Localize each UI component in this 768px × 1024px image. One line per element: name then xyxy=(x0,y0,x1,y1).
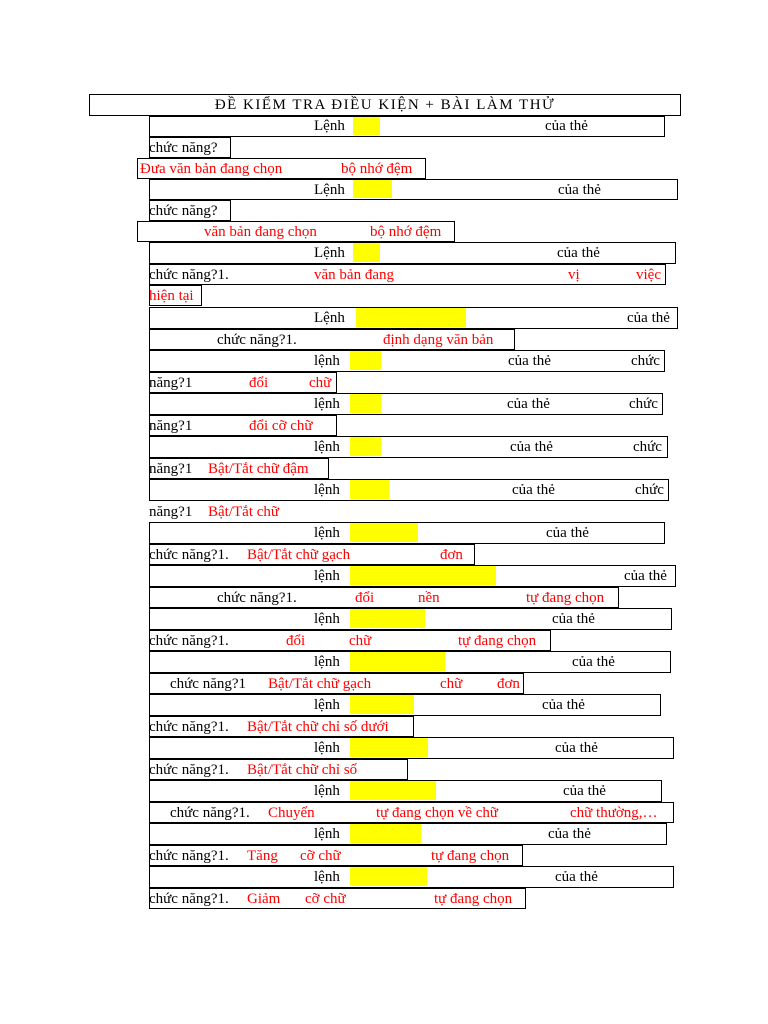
question-text: năng?1 xyxy=(149,418,193,434)
answer-text: Bật/Tắt chữ gạch xyxy=(247,547,351,563)
question-text: chức năng?1. xyxy=(149,762,229,778)
question-text: chức năng?1. xyxy=(217,590,297,606)
answer-text: bộ nhớ đệm xyxy=(370,224,442,240)
answer-text: tự đang chọn xyxy=(458,633,537,649)
question-text: chức xyxy=(635,482,664,498)
answer-text: đổi xyxy=(286,633,306,649)
question-text: của thẻ xyxy=(512,482,555,498)
question-text: lệnh xyxy=(314,439,340,455)
question-text: của thẻ xyxy=(548,826,591,842)
question-text: năng?1 xyxy=(149,504,193,520)
answer-text: cỡ chữ xyxy=(305,891,346,907)
question-line-box xyxy=(149,393,663,415)
answer-text: bộ nhớ đệm xyxy=(341,161,413,177)
question-text: của thẻ xyxy=(558,182,601,198)
question-text: Lệnh xyxy=(314,182,345,198)
question-text: lệnh xyxy=(314,869,340,885)
answer-highlight xyxy=(356,308,466,327)
answer-text: đổi cỡ chữ xyxy=(249,418,313,434)
question-text: lệnh xyxy=(314,568,340,584)
answer-text: đơn xyxy=(440,547,463,563)
question-text: năng?1 xyxy=(149,375,193,391)
answer-highlight xyxy=(350,523,418,542)
answer-text: việc xyxy=(636,267,661,283)
question-text: của thẻ xyxy=(555,869,598,885)
answer-text: Tăng xyxy=(247,848,278,864)
answer-text: Chuyển xyxy=(268,805,315,821)
answer-text: Đưa văn bản đang chọn xyxy=(140,161,283,177)
question-text: chức xyxy=(629,396,658,412)
question-line-box xyxy=(149,479,669,501)
question-line-box xyxy=(149,350,665,372)
question-text: chức năng?1. xyxy=(149,848,229,864)
question-text: Lệnh xyxy=(314,245,345,261)
answer-text: chữ xyxy=(440,676,463,692)
question-text: lệnh xyxy=(314,482,340,498)
answer-text: tự đang chọn xyxy=(526,590,605,606)
answer-text: Bật/Tắt chữ đậm xyxy=(208,461,309,477)
answer-text: cỡ chữ xyxy=(300,848,341,864)
answer-text: chữ xyxy=(349,633,372,649)
question-text: của thẻ xyxy=(510,439,553,455)
question-text: lệnh xyxy=(314,826,340,842)
question-text: chức năng?1. xyxy=(149,267,229,283)
answer-highlight xyxy=(350,824,421,843)
answer-text: định dạng văn bản xyxy=(383,332,494,348)
question-text: chức năng?1 xyxy=(170,676,247,692)
answer-text: đổi xyxy=(249,375,269,391)
question-text: lệnh xyxy=(314,525,340,541)
question-text: chức năng? xyxy=(149,203,218,219)
question-text: chức năng? xyxy=(149,140,218,156)
question-text: chức xyxy=(631,353,660,369)
answer-text: Giảm xyxy=(247,891,281,907)
answer-text: tự đang chọn xyxy=(434,891,513,907)
answer-text: văn bản đang chọn xyxy=(204,224,317,240)
question-text: của thẻ xyxy=(546,525,589,541)
question-text: lệnh xyxy=(314,353,340,369)
answer-highlight xyxy=(350,351,381,370)
answer-highlight xyxy=(350,480,389,499)
question-text: của thẻ xyxy=(572,654,615,670)
question-text: lệnh xyxy=(314,611,340,627)
answer-text: Bật/Tắt chữ gạch xyxy=(268,676,372,692)
page-title: ĐỀ KIỂM TRA ĐIỀU KIỆN + BÀI LÀM THỬ xyxy=(214,97,556,113)
answer-highlight xyxy=(350,394,381,413)
answer-highlight xyxy=(353,180,392,198)
answer-highlight xyxy=(350,738,428,757)
answer-text: văn bản đang xyxy=(314,267,394,283)
answer-highlight xyxy=(350,867,427,886)
answer-text: đơn xyxy=(497,676,520,692)
question-text: chức năng?1. xyxy=(149,633,229,649)
question-text: chức năng?1. xyxy=(149,891,229,907)
question-text: của thẻ xyxy=(507,396,550,412)
question-text: lệnh xyxy=(314,740,340,756)
question-text: của thẻ xyxy=(557,245,600,261)
question-text: lệnh xyxy=(314,783,340,799)
question-text: lệnh xyxy=(314,654,340,670)
answer-text: chữ thường,… xyxy=(570,805,658,821)
question-text: của thẻ xyxy=(627,310,670,326)
question-text: Lệnh xyxy=(314,118,345,134)
answer-highlight xyxy=(350,609,425,628)
question-text: chức năng?1. xyxy=(149,547,229,563)
answer-highlight xyxy=(350,695,414,714)
question-text: của thẻ xyxy=(563,783,606,799)
question-text: Lệnh xyxy=(314,310,345,326)
answer-text: tự đang chọn xyxy=(431,848,510,864)
answer-highlight xyxy=(353,117,380,135)
question-text: của thẻ xyxy=(545,118,588,134)
answer-highlight xyxy=(350,652,445,671)
answer-text: Bật/Tắt chữ xyxy=(208,504,280,520)
question-text: của thẻ xyxy=(624,568,667,584)
answer-highlight xyxy=(350,566,496,585)
question-text: của thẻ xyxy=(542,697,585,713)
answer-highlight xyxy=(350,437,381,456)
question-text: chức xyxy=(633,439,662,455)
question-text: năng?1 xyxy=(149,461,193,477)
question-text: của thẻ xyxy=(552,611,595,627)
question-text: chức năng?1. xyxy=(170,805,250,821)
answer-text: tự đang chọn về chữ xyxy=(376,805,499,821)
question-text: lệnh xyxy=(314,697,340,713)
answer-text: Bật/Tắt chữ chỉ số xyxy=(247,762,358,778)
answer-highlight xyxy=(350,781,436,800)
answer-text: nền xyxy=(418,590,440,606)
answer-text: đổi xyxy=(355,590,375,606)
question-text: của thẻ xyxy=(555,740,598,756)
answer-text: chữ xyxy=(309,375,332,391)
question-text: chức năng?1. xyxy=(149,719,229,735)
answer-text: hiện tại xyxy=(149,288,194,304)
question-text: của thẻ xyxy=(508,353,551,369)
answer-highlight xyxy=(353,243,380,262)
answer-text: Bật/Tắt chữ chỉ số dưới xyxy=(247,719,389,735)
question-text: chức năng?1. xyxy=(217,332,297,348)
question-text: lệnh xyxy=(314,396,340,412)
question-line-box xyxy=(149,436,668,458)
answer-text: vị xyxy=(568,267,580,283)
